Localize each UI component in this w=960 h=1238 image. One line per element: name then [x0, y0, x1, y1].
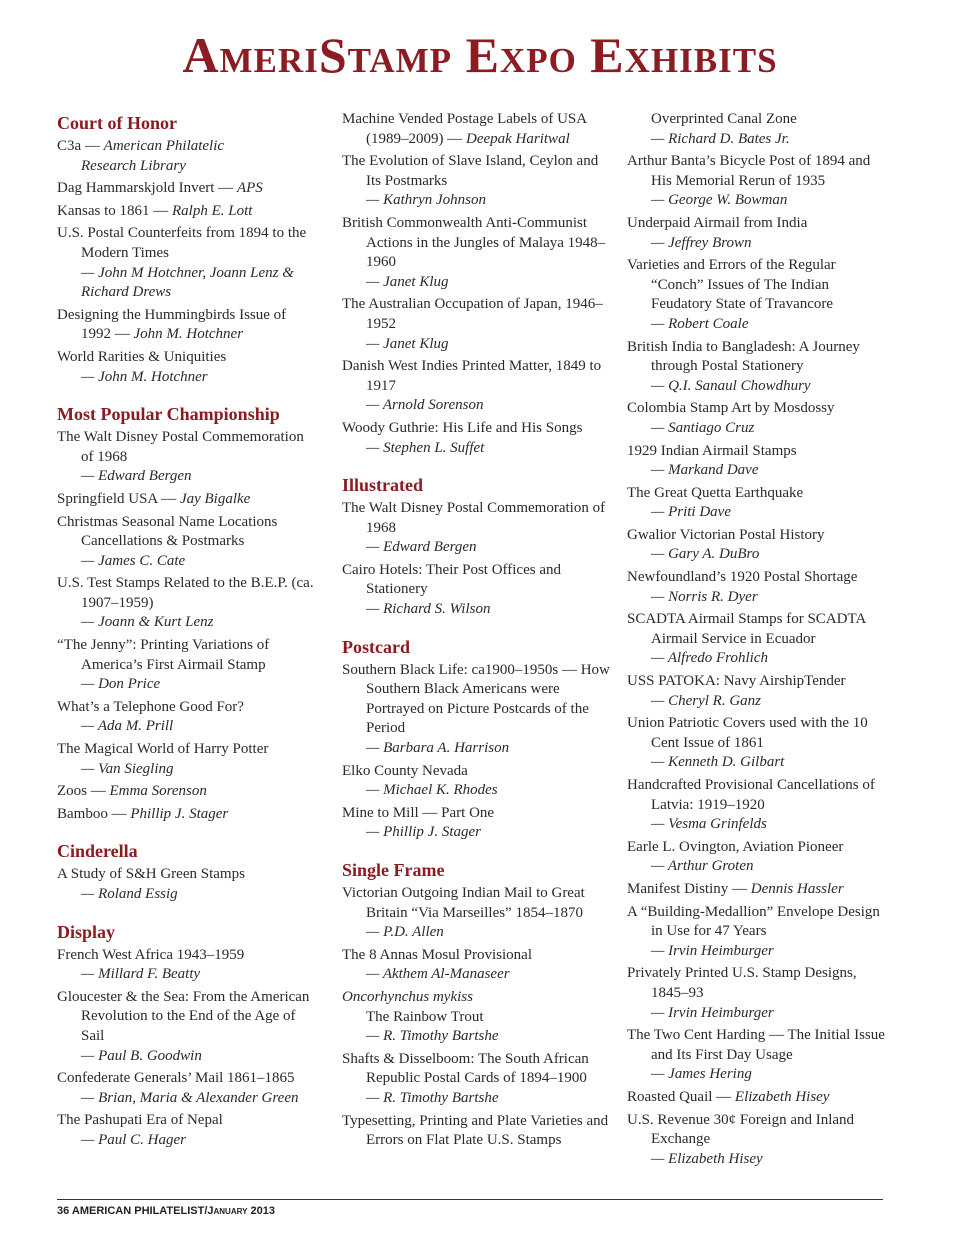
exhibit-title [57, 224, 319, 263]
exhibit-title-text: The Walt Disney Postal Commemoration of 1968 [57, 429, 304, 465]
exhibit-entry [342, 988, 612, 1047]
exhibit-title [342, 946, 612, 966]
exhibit-title [57, 740, 319, 760]
exhibitor-credit: — R. Timothy Bartshe [366, 1028, 499, 1045]
exhibit-title-text: Overprinted Canal Zone [651, 111, 797, 127]
exhibit-title-text: The Walt Disney Postal Commemoration of 1968 [342, 500, 606, 536]
exhibit-entry [627, 903, 889, 962]
exhibit-entry [57, 805, 319, 825]
exhibit-title-text: U.S. Test Stamps Related to the B.E.P. (ca. 1907–1959) [57, 575, 314, 611]
exhibit-title [627, 838, 889, 858]
exhibit-title [627, 880, 889, 900]
exhibit-title-text: Colombia Stamp Art by Mosdossy [627, 400, 835, 417]
exhibit-title-text: Machine Vended Postage Labels of USA (1989–2009) — [342, 111, 587, 147]
exhibitor-credit: — Roland Essig [81, 886, 178, 902]
exhibit-title-text: Zoos — [57, 783, 110, 800]
exhibit-entry [57, 202, 319, 222]
exhibit-entry [342, 295, 612, 354]
exhibit-title-text: 1929 Indian Airmail Stamps [627, 442, 797, 459]
exhibit-entry [57, 865, 319, 904]
exhibit-title-text: Southern Black Life: ca1900–1950s — How Southern Black Americans were Portrayed on Picture Postcards of the Period [342, 661, 610, 737]
exhibitor-credit: — Irvin Heimburger [651, 942, 774, 959]
exhibit-title-text: The Great Quetta Earthquake [627, 484, 804, 501]
exhibit-entry [627, 1111, 889, 1170]
exhibit-title [627, 610, 889, 649]
exhibit-title-text: Typesetting, Printing and Plate Varieties and Errors on Flat Plate U.S. Stamps [342, 1112, 609, 1149]
exhibit-title-text: Gwalior Victorian Postal History [627, 526, 825, 543]
exhibit-entry [627, 256, 889, 334]
exhibitor-credit: — Q.I. Sanaul Chowdhury [651, 377, 811, 394]
exhibit-title-text: The Two Cent Harding — The Initial Issue and Its First Day Usage [627, 1027, 885, 1063]
exhibit-title-text: French West Africa 1943–1959 [57, 946, 245, 963]
exhibit-title-text: The Australian Occupation of Japan, 1946–1952 [342, 296, 603, 332]
exhibit-entry [627, 484, 889, 523]
exhibit-title-text: The Evolution of Slave Island, Ceylon and Its Postmarks [342, 153, 599, 189]
exhibit-entry [342, 419, 612, 458]
exhibit-entry [342, 357, 612, 416]
exhibitor-credit: — Jeffrey Brown [651, 234, 752, 251]
exhibitor-credit: — Vesma Grinfelds [651, 816, 767, 833]
exhibitor-credit: — Santiago Cruz [651, 419, 755, 436]
exhibitor-credit: — Barbara A. Harrison [366, 740, 510, 757]
exhibitor-credit: — Richard D. Bates Jr. [651, 130, 790, 147]
exhibit-title [627, 484, 889, 504]
exhibit-entry [627, 399, 889, 438]
exhibitor-name: Dennis Hassler [750, 880, 844, 897]
exhibitor-name: APS [236, 180, 263, 197]
exhibitor-credit: — Cheryl R. Ganz [651, 692, 761, 709]
exhibit-entry [57, 740, 319, 779]
exhibit-entry [57, 490, 319, 510]
exhibit-entry [57, 574, 319, 633]
exhibit-title-text: SCADTA Airmail Stamps for SCADTA Airmail Service in Ecuador [627, 611, 866, 647]
exhibit-title-italic: Oncorhynchus mykiss [342, 988, 473, 1005]
exhibitor-credit: — John M Hotchner, Joann Lenz & Richard Drews [81, 264, 294, 301]
exhibit-title [627, 672, 889, 692]
exhibit-entry [342, 804, 612, 843]
exhibit-title [627, 110, 889, 130]
exhibitor-name: John M. Hotchner [133, 326, 244, 343]
exhibit-title [342, 152, 612, 191]
exhibit-title-text: Roasted Quail — [627, 1088, 735, 1105]
exhibitor-credit: — Phillip J. Stager [366, 824, 481, 841]
exhibitor-credit: — Elizabeth Hisey [651, 1150, 763, 1167]
exhibitor-credit: — Arnold Sorenson [366, 397, 484, 414]
exhibit-title [57, 513, 319, 552]
exhibitor-credit: — Ada M. Prill [81, 718, 174, 735]
section-heading: Most Popular Championship [57, 404, 280, 425]
exhibit-title [627, 152, 889, 191]
exhibitor-credit: Research Library [81, 157, 186, 174]
exhibit-entry [627, 610, 889, 669]
exhibit-entry [57, 137, 319, 176]
exhibit-entry [627, 526, 889, 565]
exhibit-title [627, 714, 889, 753]
exhibit-entry [627, 214, 889, 253]
exhibit-title [57, 574, 319, 613]
exhibitor-credit: — Kathryn Johnson [366, 192, 486, 209]
exhibit-title [57, 179, 319, 199]
exhibit-title-text: Kansas to 1861 — [57, 202, 172, 219]
exhibit-title [627, 399, 889, 419]
exhibit-entry [342, 561, 612, 620]
exhibit-title [342, 110, 612, 149]
exhibit-title [342, 884, 612, 923]
exhibitor-credit: — Kenneth D. Gilbart [651, 754, 785, 771]
page-title: AmeriStamp Expo Exhibits [182, 27, 778, 83]
exhibit-entry [57, 179, 319, 199]
exhibit-title [627, 442, 889, 462]
exhibitor-credit: — James Hering [651, 1066, 752, 1083]
exhibit-entry [342, 946, 612, 985]
exhibit-entry [57, 988, 319, 1066]
exhibit-title [342, 762, 612, 782]
section-heading: Single Frame [342, 860, 445, 880]
exhibit-entry [57, 636, 319, 695]
exhibitor-credit: — Joann & Kurt Lenz [81, 614, 214, 631]
exhibit-entry [627, 880, 889, 900]
exhibit-title [57, 698, 319, 718]
exhibit-entry [342, 152, 612, 211]
exhibit-title [57, 202, 319, 222]
exhibit-title [627, 338, 889, 377]
exhibitor-credit: — Richard S. Wilson [366, 601, 491, 618]
exhibit-entry [57, 224, 319, 302]
exhibitor-name: Phillip J. Stager [130, 805, 229, 822]
section-heading: Cinderella [57, 841, 138, 862]
exhibit-title-text: Christmas Seasonal Name Locations Cancellations & Postmarks [57, 513, 278, 550]
section-heading: Illustrated [342, 475, 423, 496]
exhibitor-credit: — Robert Coale [651, 315, 749, 332]
exhibit-title-text: British India to Bangladesh: A Journey through Postal Stationery [627, 338, 860, 375]
exhibitor-credit: — Irvin Heimburger [651, 1004, 774, 1021]
exhibitor-name: Ralph E. Lott [172, 202, 253, 219]
exhibit-title-text: Privately Printed U.S. Stamp Designs, 1845–93 [627, 965, 857, 1001]
exhibit-title [627, 1111, 889, 1150]
exhibit-title-text: Varieties and Errors of the Regular “Conch” Issues of The Indian Feudatory State of Travancore [627, 257, 836, 313]
exhibit-entry [342, 499, 612, 558]
exhibit-entry [342, 661, 612, 759]
exhibit-title [342, 295, 612, 334]
exhibit-title [627, 903, 889, 942]
exhibit-title [57, 636, 319, 675]
column-2 [342, 110, 612, 1154]
exhibitor-credit: — Edward Bergen [81, 468, 192, 485]
exhibit-title-text: U.S. Revenue 30¢ Foreign and Inland Exchange [627, 1111, 855, 1148]
exhibit-title-text: Elko County Nevada [342, 762, 468, 779]
exhibit-title [627, 1088, 889, 1108]
exhibitor-credit: — Don Price [81, 676, 161, 693]
exhibit-title-text: Bamboo — [57, 805, 131, 822]
exhibit-entry [627, 1088, 889, 1108]
exhibit-entry [627, 338, 889, 397]
exhibit-title-text: Springfield USA — [57, 490, 180, 507]
exhibit-title [627, 214, 889, 234]
exhibit-entry [627, 714, 889, 773]
exhibitor-credit: — George W. Bowman [651, 192, 788, 209]
exhibit-entry [627, 152, 889, 211]
exhibit-title [57, 137, 319, 157]
exhibit-entry [627, 110, 889, 149]
exhibit-title [342, 804, 612, 824]
exhibit-title [342, 561, 612, 600]
exhibit-title [57, 805, 319, 825]
exhibit-title [627, 776, 889, 815]
exhibit-entry [342, 110, 612, 149]
exhibit-entry [57, 513, 319, 572]
exhibit-title-text: Underpaid Airmail from India [627, 214, 808, 231]
column-3 [627, 110, 889, 1172]
exhibitor-name: Emma Sorenson [109, 783, 207, 800]
exhibitor-credit: — Markand Dave [651, 462, 759, 479]
exhibit-title-text: Danish West Indies Printed Matter, 1849 to 1917 [342, 358, 602, 394]
footer-separator: / [204, 1205, 208, 1217]
exhibit-title-text: World Rarities & Uniquities [57, 348, 227, 365]
exhibit-title-text: The Pashupati Era of Nepal [57, 1112, 223, 1129]
exhibit-title-text: Earle L. Ovington, Aviation Pioneer [627, 838, 844, 855]
exhibitor-credit: — R. Timothy Bartshe [366, 1089, 499, 1106]
page-number: 36 [57, 1205, 70, 1217]
exhibitor-credit: — Van Siegling [81, 760, 174, 777]
exhibitor-credit: — Arthur Groten [651, 858, 754, 875]
exhibit-entry [627, 442, 889, 481]
exhibit-title-text: C3a — [57, 138, 104, 154]
exhibit-title-text: “The Jenny”: Printing Variations of America’s First Airmail Stamp [57, 637, 270, 673]
exhibit-entry [627, 776, 889, 835]
exhibitor-credit: — Janet Klug [366, 335, 449, 352]
exhibit-title [342, 988, 612, 1027]
exhibit-entry [627, 964, 889, 1023]
exhibit-title-text: Woody Guthrie: His Life and His Songs [342, 419, 583, 436]
exhibitor-credit: — Paul C. Hager [81, 1131, 186, 1148]
exhibit-title-text: Union Patriotic Covers used with the 10 Cent Issue of 1861 [627, 715, 868, 751]
exhibit-title [57, 782, 319, 802]
exhibit-entry [57, 946, 319, 985]
exhibitor-credit: — Millard F. Beatty [81, 966, 201, 983]
issue-date: January 2013 [207, 1205, 275, 1217]
exhibit-title-text: The Magical World of Harry Potter [57, 741, 269, 758]
exhibit-title-text: Arthur Banta’s Bicycle Post of 1894 and His Memorial Rerun of 1935 [627, 153, 871, 189]
exhibit-title [627, 526, 889, 546]
exhibitor-credit: — Akthem Al-Manaseer [366, 966, 510, 983]
exhibitor-name: Deepak Haritwal [466, 130, 570, 147]
exhibit-entry [57, 348, 319, 387]
exhibit-entry [342, 1112, 612, 1151]
exhibitor-name: Jay Bigalke [179, 490, 251, 507]
exhibit-title-text: Manifest Distiny — [627, 880, 751, 897]
exhibit-entry [57, 1111, 319, 1150]
exhibit-entry [57, 698, 319, 737]
exhibitor-credit: — John M. Hotchner [81, 368, 208, 385]
section-heading: Court of Honor [57, 113, 177, 133]
exhibit-title [57, 428, 319, 467]
exhibitor-credit: — Edward Bergen [366, 539, 477, 556]
exhibit-entry [342, 762, 612, 801]
exhibit-title-text: Confederate Generals’ Mail 1861–1865 [57, 1070, 295, 1087]
exhibit-title [57, 946, 319, 966]
exhibit-title [342, 661, 612, 739]
exhibit-title [342, 1050, 612, 1089]
exhibit-entry [57, 782, 319, 802]
exhibitor-credit: — Brian, Maria & Alexander Green [81, 1089, 299, 1106]
exhibit-title-text: U.S. Postal Counterfeits from 1894 to the Modern Times [57, 225, 307, 261]
exhibit-title-text: Newfoundland’s 1920 Postal Shortage [627, 569, 858, 586]
exhibit-title [57, 988, 319, 1047]
exhibit-entry [57, 306, 319, 345]
section-heading: Display [57, 921, 116, 942]
exhibit-entry [627, 838, 889, 877]
exhibit-title [342, 357, 612, 396]
exhibit-title [57, 306, 319, 345]
exhibit-title-text: A Study of S&H Green Stamps [57, 866, 245, 883]
exhibit-title [57, 865, 319, 885]
exhibitor-credit: — Norris R. Dyer [651, 588, 758, 605]
exhibit-title-text: Shafts & Disselboom: The South African Republic Postal Cards of 1894–1900 [342, 1050, 589, 1087]
exhibit-title-text: Handcrafted Provisional Cancellations of Latvia: 1919–1920 [627, 777, 875, 813]
exhibit-columns [0, 110, 960, 1190]
exhibit-title [627, 256, 889, 315]
exhibit-title-text: Dag Hammarskjold Invert — [57, 180, 237, 197]
exhibit-entry [627, 672, 889, 711]
exhibit-title-text: Mine to Mill — Part One [342, 804, 495, 821]
exhibitor-credit: — P.D. Allen [366, 924, 444, 941]
exhibit-entry [627, 1026, 889, 1085]
exhibit-title-text: Victorian Outgoing Indian Mail to Great Britain “Via Marseilles” 1854–1870 [342, 885, 585, 921]
exhibit-entry [342, 214, 612, 292]
exhibit-title-continued: The Rainbow Trout [366, 1008, 484, 1025]
exhibit-entry [57, 428, 319, 487]
exhibitor-credit: — James C. Cate [81, 552, 186, 569]
exhibit-entry [627, 568, 889, 607]
exhibit-title [57, 490, 319, 510]
exhibitor-credit: — Alfredo Frohlich [651, 650, 768, 667]
exhibit-title [342, 499, 612, 538]
page-footer [57, 1205, 275, 1217]
exhibitor-credit: — Stephen L. Suffet [366, 439, 485, 456]
exhibit-title-text: USS PATOKA: Navy AirshipTender [627, 673, 846, 690]
exhibitor-name: American Philatelic [103, 138, 225, 154]
exhibit-title-text: Gloucester & the Sea: From the American Revolution to the End of the Age of Sail [57, 988, 310, 1044]
section-heading: Postcard [342, 636, 410, 657]
exhibit-entry [342, 1050, 612, 1109]
exhibit-title-text: Cairo Hotels: Their Post Offices and Stationery [342, 561, 561, 598]
exhibit-title [342, 214, 612, 273]
exhibitor-credit: — Michael K. Rhodes [366, 782, 498, 799]
column-1 [57, 110, 319, 1154]
exhibit-entry [57, 1069, 319, 1108]
exhibit-title-text: What’s a Telephone Good For? [57, 698, 244, 715]
exhibit-title [342, 1112, 612, 1151]
exhibit-title [342, 419, 612, 439]
exhibit-title [57, 348, 319, 368]
exhibit-title [57, 1069, 319, 1089]
exhibitor-credit: — Gary A. DuBro [651, 546, 760, 563]
exhibit-title [57, 1111, 319, 1131]
footer-rule [57, 1199, 883, 1200]
exhibit-title [627, 964, 889, 1003]
exhibitor-credit: — Priti Dave [651, 504, 731, 521]
exhibit-title-text: A “Building-Medallion” Envelope Design in Use for 47 Years [627, 903, 880, 940]
exhibitor-credit: — Paul B. Goodwin [81, 1047, 202, 1064]
exhibitor-name: Elizabeth Hisey [734, 1088, 830, 1105]
exhibit-entry [342, 884, 612, 943]
publication-name: AMERICAN PHILATELIST [71, 1205, 205, 1217]
exhibit-title-text: Designing the Hummingbirds Issue of 1992 — [57, 306, 287, 343]
exhibit-title-text: The 8 Annas Mosul Provisional [342, 946, 532, 963]
exhibit-title [627, 1026, 889, 1065]
exhibit-title [627, 568, 889, 588]
exhibitor-credit: — Janet Klug [366, 273, 449, 290]
exhibit-title-text: British Commonwealth Anti-Communist Actions in the Jungles of Malaya 1948–1960 [342, 214, 606, 271]
